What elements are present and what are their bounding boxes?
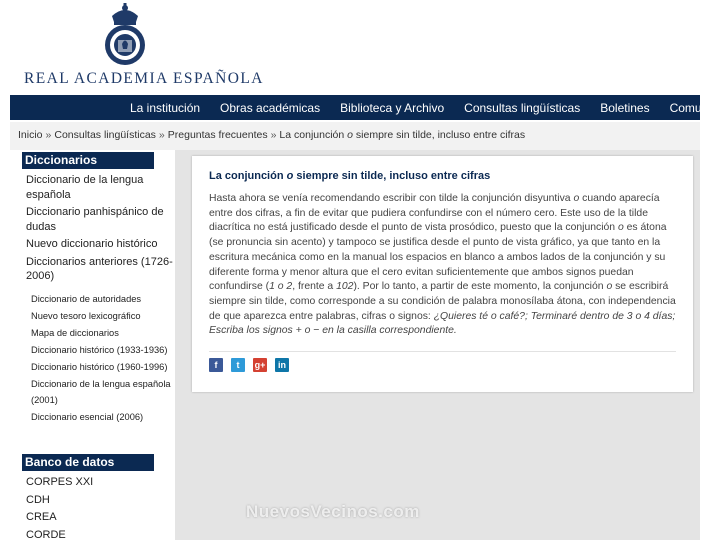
breadcrumb-link-consultas[interactable]: Consultas lingüísticas [54, 129, 156, 141]
sidebar-subitem-historico-1933[interactable]: Diccionario histórico (1933-1936) [31, 344, 168, 355]
sidebar-item-crea[interactable]: CREA [26, 511, 57, 523]
sidebar-subitem-autoridades[interactable]: Diccionario de autoridades [31, 293, 142, 304]
breadcrumb-link-inicio[interactable]: Inicio [18, 129, 43, 141]
sidebar-subitem-dle-2001[interactable]: Diccionario de la lengua española (2001) [31, 378, 171, 405]
sidebar-heading-banco-datos: Banco de datos [22, 454, 154, 471]
sidebar-database-list [26, 475, 176, 545]
breadcrumb-separator: » [45, 129, 52, 141]
sidebar-item-anteriores[interactable]: Diccionarios anteriores (1726-2006) [26, 255, 173, 282]
site-logo-text[interactable]: REAL ACADEMIA ESPAÑOLA [24, 70, 264, 87]
article-title: La conjunción o siempre sin tilde, incluso entre cifras [209, 170, 491, 182]
sidebar-subitem-tesoro[interactable]: Nuevo tesoro lexicográfico [31, 310, 141, 321]
sidebar-subitem-esencial[interactable]: Diccionario esencial (2006) [31, 411, 144, 422]
linkedin-icon[interactable]: in [275, 358, 289, 372]
article-body: Hasta ahora se venía recomendando escribir con tilde la conjunción disyuntiva o cuando aparecía entre dos cifras, a fin de evitar que pudiera confundirse con el número cero. Este uso de la tilde diacrítica no está justificado desde el punto de vista prosódico, puesto que la conjunción o es átona (se pronuncia sin acento) y tampoco se justifica desde el punto de vista gráfico, ya que tanto en la escritura mecánica como en la manual los espacios en blanco a ambos lados de la conjunción y su diferente forma y menor altura que el cero evitan suficientemente que ambos signos puedan confundirse (1 o 2, frente a 102). Por lo tanto, a partir de este momento, la conjunción o se escribirá siempre sin tilde, como corresponde a su condición de palabra monosílaba átona, con independencia de que aparezca entre palabras, cifras o signos: ¿Quieres té o café?; Terminaré dentro de 3 o 4 días; Escriba los signos + o − en la casilla correspondiente. [209, 193, 676, 337]
breadcrumb-link-preguntas[interactable]: Preguntas frecuentes [167, 129, 268, 141]
sidebar [10, 150, 175, 540]
watermark: NuevosVecinos.com [246, 502, 420, 521]
sidebar-item-ndhe[interactable]: Nuevo diccionario histórico [26, 238, 158, 250]
sidebar-item-corpes[interactable]: CORPES XXI [26, 476, 94, 488]
nav-item-biblioteca[interactable]: Biblioteca y Archivo [340, 100, 445, 115]
sidebar-heading-diccionarios: Diccionarios [22, 152, 154, 169]
twitter-icon[interactable]: t [231, 358, 245, 372]
breadcrumb-separator: » [158, 129, 165, 141]
sidebar-subitem-mapa[interactable]: Mapa de diccionarios [31, 327, 119, 338]
breadcrumb [10, 122, 700, 150]
sidebar-item-dle[interactable]: Diccionario de la lengua española [26, 174, 144, 201]
share-buttons [209, 358, 676, 372]
facebook-icon[interactable]: f [209, 358, 223, 372]
main-nav [10, 95, 717, 120]
nav-item-boletines[interactable]: Boletines [600, 100, 650, 115]
card-divider [209, 351, 676, 352]
google-plus-icon[interactable]: g+ [254, 360, 266, 371]
nav-item-institucion[interactable]: La institución [130, 100, 201, 115]
nav-item-comunicacion[interactable]: Comunic [669, 100, 717, 115]
sidebar-dictionary-list [26, 173, 176, 426]
sidebar-item-cdh[interactable]: CDH [26, 493, 50, 506]
nav-item-obras[interactable]: Obras académicas [220, 100, 321, 115]
sidebar-subitem-historico-1960[interactable]: Diccionario histórico (1960-1996) [31, 361, 168, 372]
breadcrumb-current: La conjunción o siempre sin tilde, incluso entre cifras [279, 129, 526, 141]
breadcrumb-separator: » [270, 129, 277, 141]
nav-item-consultas[interactable]: Consultas lingüísticas [464, 100, 581, 115]
article-card [192, 156, 693, 392]
site-header [0, 0, 700, 94]
rae-crest-icon[interactable] [98, 2, 152, 68]
sidebar-item-dpd[interactable]: Diccionario panhispánico de dudas [26, 206, 164, 233]
sidebar-item-corde[interactable]: CORDE [26, 528, 66, 541]
